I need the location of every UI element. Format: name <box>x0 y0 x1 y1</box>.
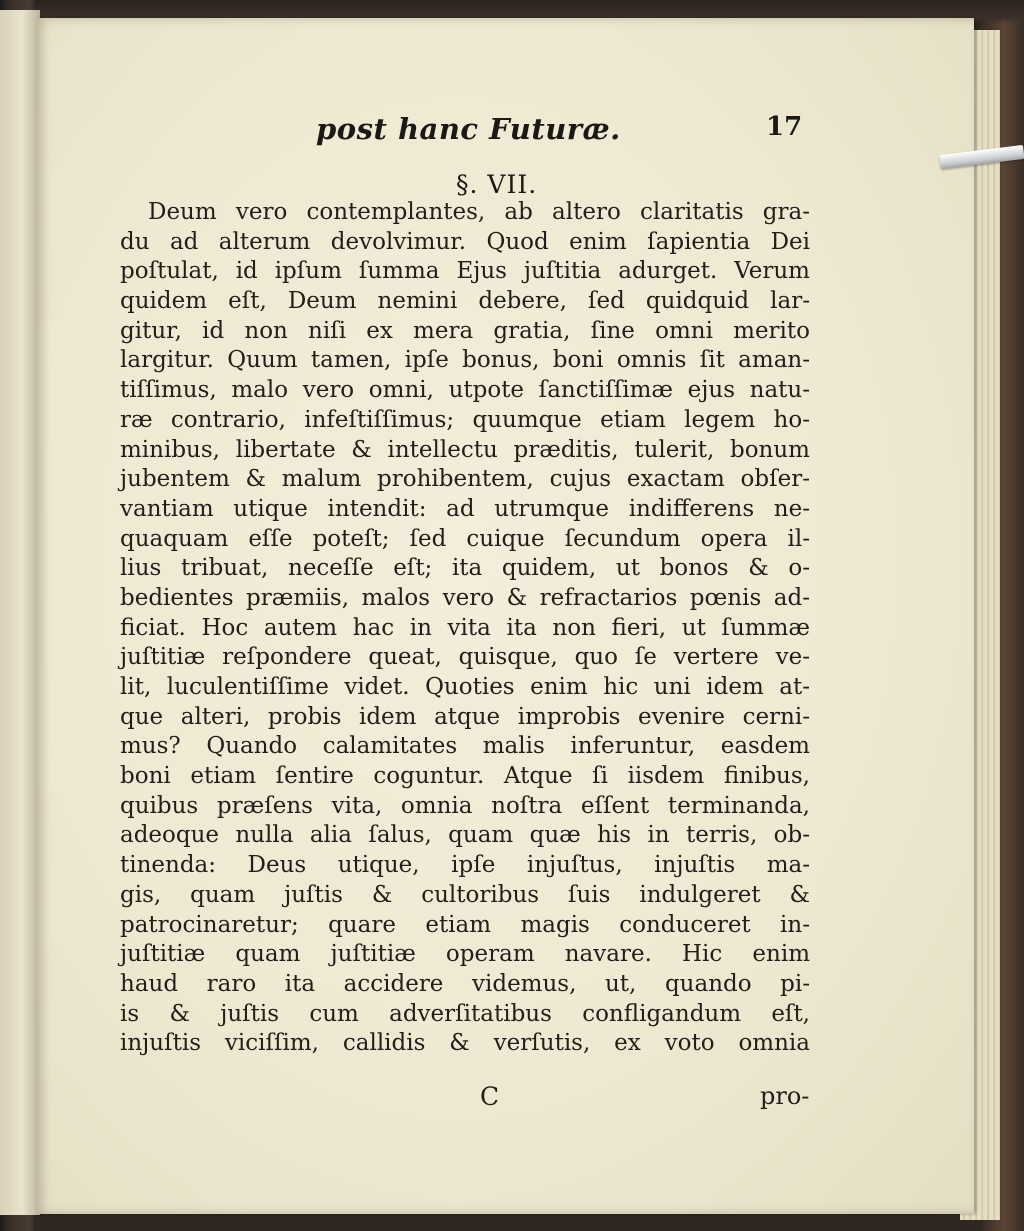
facing-page-edge <box>0 10 40 1215</box>
text-line: du ad alterum devolvimur. Quod enim ſapientia Dei <box>120 228 810 255</box>
text-line: quidem eſt, Deum nemini debere, ſed quidquid lar- <box>120 288 810 315</box>
text-line: adeoque nulla alia ſalus, quam quæ his in terris, ob- <box>120 822 810 849</box>
section-number: §. VII. <box>456 170 538 199</box>
text-line: ræ contrario, infeſtiſſimus; quumque etiam legem ho- <box>120 406 810 433</box>
catchword: pro- <box>760 1082 810 1110</box>
page-footer <box>0 1082 1024 1118</box>
signature-mark: C <box>480 1082 500 1111</box>
running-head <box>0 112 1024 158</box>
text-line: lit, luculentiſſime videt. Quoties enim hic uni idem at- <box>120 674 810 700</box>
text-line: quibus præſens vita, omnia noſtra eſſent terminanda, <box>120 792 810 819</box>
text-line: largitur. Quum tamen, ipſe bonus, boni omnis ſit aman- <box>120 347 810 374</box>
page-number: 17 <box>766 112 803 142</box>
text-line: tinenda: Deus utique, ipſe injuſtus, injuſtis ma- <box>120 852 810 879</box>
text-line: bedientes præmiis, malos vero & refractarios pœnis ad- <box>120 584 810 611</box>
text-line: boni etiam ſentire coguntur. Atque ſi iisdem finibus, <box>120 763 810 790</box>
text-line: injuſtis viciſſim, callidis & verſutis, ex voto omnia <box>120 1030 810 1057</box>
text-line: mus? Quando calamitates malis inferuntur, easdem <box>120 733 810 760</box>
text-line: juſtitiæ reſpondere queat, quisque, quo ſe vertere ve- <box>120 644 810 671</box>
text-line: minibus, libertate & intellectu præditis, tulerit, bonum <box>120 436 810 463</box>
text-line: juſtitiæ quam juſtitiæ operam navare. Hic enim <box>120 941 810 968</box>
text-line: gitur, id non niſi ex mera gratia, ſine omni merito <box>120 317 810 344</box>
text-line: ficiat. Hoc autem hac in vita ita non fieri, ut ſummæ <box>120 614 810 641</box>
text-line: Deum vero contemplantes, ab altero claritatis gra- <box>148 199 810 225</box>
text-line: is & juſtis cum adverſitatibus confligandum eſt, <box>120 1000 810 1027</box>
text-line: vantiam utique intendit: ad utrumque indifferens ne- <box>120 495 810 522</box>
text-line: jubentem & malum prohibentem, cujus exactam obſer- <box>120 466 810 493</box>
text-line: patrocinaretur; quare etiam magis conduceret in- <box>120 911 810 938</box>
text-line: tiſſimus, malo vero omni, utpote ſanctiſſimæ ejus natu- <box>120 377 810 404</box>
text-line: haud raro ita accidere videmus, ut, quando pi- <box>120 970 810 997</box>
text-line: poſtulat, id ipſum ſumma Ejus juſtitia adurget. Verum <box>120 258 810 285</box>
body-text <box>120 198 810 1059</box>
text-line: que alteri, probis idem atque improbis evenire cerni- <box>120 703 810 730</box>
text-line: gis, quam juſtis & cultoribus ſuis indulgeret & <box>120 881 810 908</box>
text-line: lius tribuat, neceſſe eſt; ita quidem, ut bonos & o- <box>120 555 810 582</box>
running-title: post hanc Futuræ. <box>316 112 621 146</box>
text-line: quaquam eſſe poteſt; ſed cuique ſecundum opera il- <box>120 525 810 552</box>
